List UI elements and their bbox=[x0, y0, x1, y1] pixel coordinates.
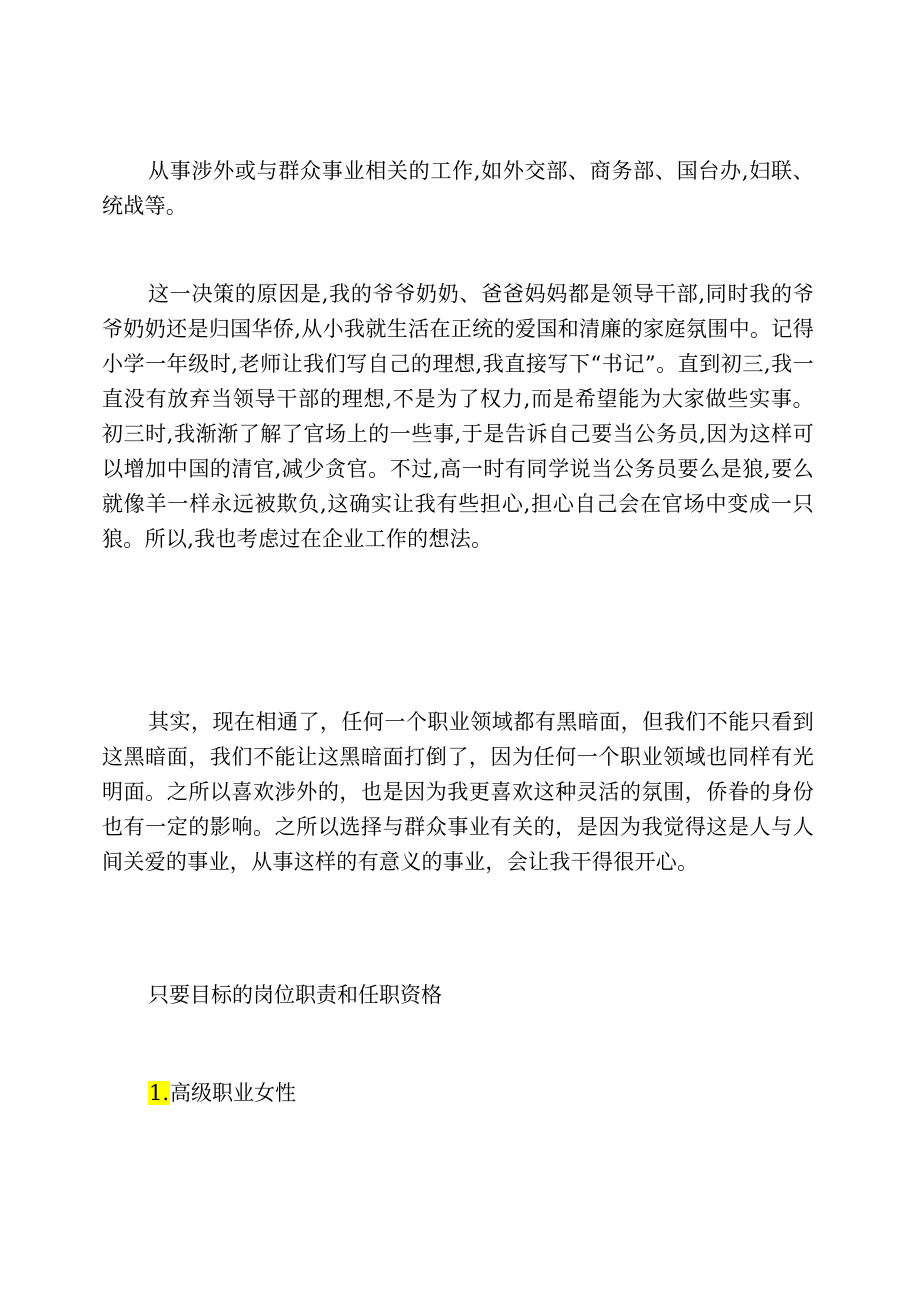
list-marker-highlighted: 1. bbox=[149, 1081, 170, 1105]
section-heading: 只要目标的岗位职责和任职资格 bbox=[148, 983, 442, 1007]
paragraph-reflection: 其实，现在相通了，任何一个职业领域都有黑暗面，但我们不能只看到这黑暗面，我们不能让这黑暗面打倒了，因为任何一个职业领域也同样有光明面。之所以喜欢涉外的，也是因为我更喜欢这种灵活的氛围，侨眷的身份也有一定的影响。之所以选择与群众事业有关的，是因为我觉得这是人与人间关爱的事业，从事这样的有意义的事业，会让我干得很开心。 bbox=[102, 710, 814, 874]
paragraph-career-goal: 从事涉外或与群众事业相关的工作,如外交部、商务部、国台办,妇联、统战等。 bbox=[102, 159, 814, 218]
list-item bbox=[148, 1076, 296, 1111]
paragraph-decision-reason: 这一决策的原因是,我的爷爷奶奶、爸爸妈妈都是领导干部,同时我的爷爷奶奶还是归国华侨,从小我就生活在正统的爱国和清廉的家庭氛围中。记得小学一年级时,老师让我们写自己的理想,我直接写下“书记”。直到初三,我一直没有放弃当领导干部的理想,不是为了权力,而是希望能为大家做些实事。初三时,我渐渐了解了官场上的一些事,于是告诉自己要当公务员,因为这样可以增加中国的清官,减少贪官。不过,高一时有同学说当公务员要么是狼,要么就像羊一样永远被欺负,这确实让我有些担心,担心自己会在官场中变成一只狼。所以,我也考虑过在企业工作的想法。 bbox=[102, 282, 814, 551]
list-item-text: 高级职业女性 bbox=[170, 1081, 297, 1105]
